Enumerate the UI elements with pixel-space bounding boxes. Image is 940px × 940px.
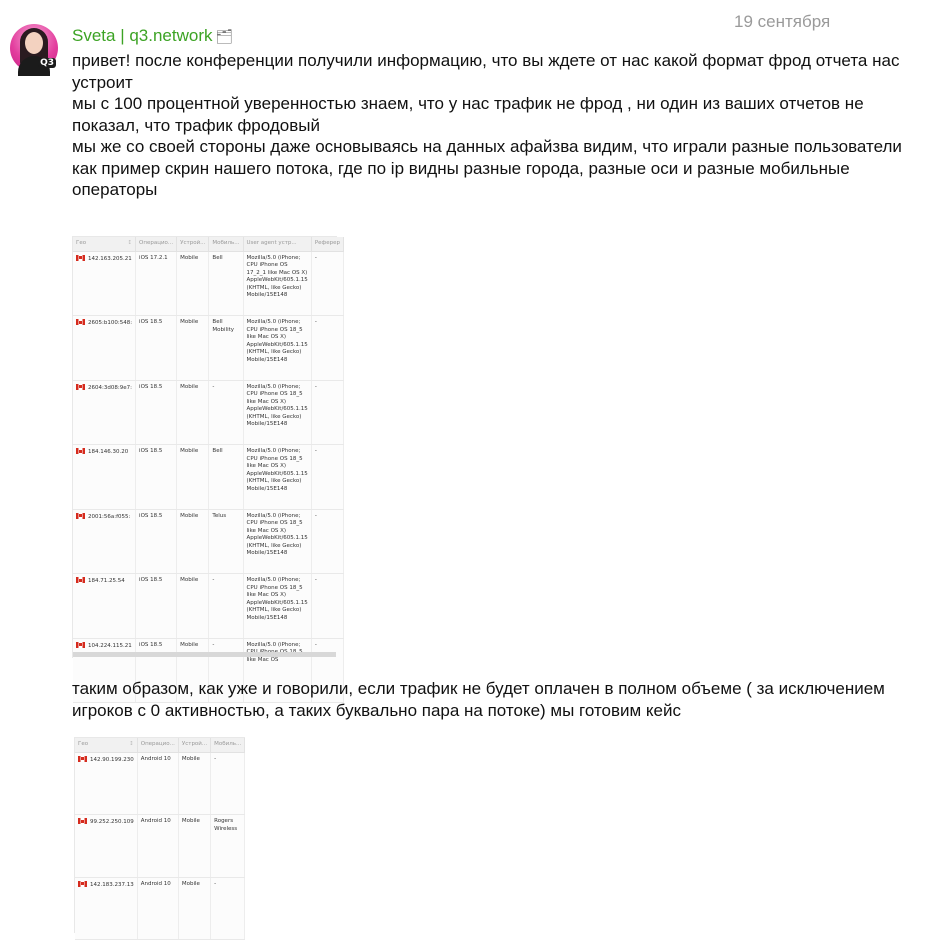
column-header-device[interactable]: Устрой...: [178, 738, 210, 752]
cell-os: [137, 752, 178, 815]
cell-referrer: [311, 445, 343, 510]
cell-carrier: [209, 574, 243, 639]
cell-os: [136, 251, 177, 316]
cell-os-text: iOS 17.2.1: [139, 254, 168, 261]
column-header-carrier[interactable]: Мобиль...: [209, 237, 243, 251]
cell-carrier-text: Bell: [212, 448, 223, 454]
cell-geo-ip: [73, 574, 136, 639]
cell-user-agent-text: Mozilla/5.0 (iPhone; like Mac OS: [246, 641, 301, 663]
cell-user-agent-text: Mozilla/5.0 (iPhone; CPU iPhone OS 18_5 like Mac OS X) AppleWebKit/605.1.15 (KHTML, like Gecko) Mobile/15E148: [246, 512, 308, 557]
cell-referrer-text: -: [314, 512, 317, 519]
traffic-table-android: [75, 738, 245, 940]
cell-user-agent: [243, 380, 311, 445]
cell-referrer-text: -: [314, 577, 317, 583]
cell-geo-ip-text: 2001:56a:f055:: [88, 513, 131, 520]
cell-geo-ip-text: 142.90.199.230: [90, 756, 134, 763]
cell-device-text: Mobile: [180, 577, 199, 583]
column-header-os[interactable]: Операцио...: [137, 738, 178, 752]
table-row[interactable]: [73, 316, 343, 381]
column-header-user-agent[interactable]: User agent устр...: [243, 237, 311, 251]
cell-os-text: iOS 18.5: [139, 512, 163, 519]
horizontal-scrollbar[interactable]: [73, 652, 336, 657]
cell-device-text: Mobile: [181, 755, 200, 762]
cell-referrer: [311, 574, 343, 639]
column-header-os[interactable]: Операцио...: [136, 237, 177, 251]
cell-geo-ip-text: 99.252.250.109: [90, 819, 134, 825]
column-header-carrier[interactable]: Мобиль...: [211, 738, 245, 752]
canada-flag-icon: [76, 384, 85, 390]
table-row[interactable]: [73, 251, 343, 316]
cell-device-text: Mobile: [181, 880, 200, 887]
id-card-icon: 🗂: [215, 27, 234, 44]
cell-user-agent: [243, 509, 311, 574]
cell-device-text: Mobile: [180, 641, 199, 648]
column-header-geo[interactable]: Гео ↕: [75, 738, 137, 752]
cell-carrier-text: Rogers Wireless: [214, 818, 238, 832]
table-row[interactable]: [75, 815, 245, 878]
cell-referrer-text: -: [314, 319, 317, 325]
cell-geo-ip: [73, 380, 136, 445]
column-header-device[interactable]: Устрой...: [177, 237, 209, 251]
cell-device-text: Mobile: [180, 383, 199, 390]
cell-device: [177, 251, 209, 316]
cell-device-text: Mobile: [180, 448, 199, 454]
canada-flag-icon: [76, 448, 85, 454]
column-header-referrer[interactable]: Реферер: [311, 237, 343, 251]
table-header-row: [75, 738, 245, 752]
cell-carrier: [209, 509, 243, 574]
cell-device: [178, 877, 210, 940]
cell-os-text: Android 10: [140, 755, 171, 762]
cell-os: [137, 877, 178, 940]
cell-referrer: [311, 509, 343, 574]
cell-referrer-text: -: [314, 448, 317, 454]
cell-device-text: Mobile: [181, 818, 200, 824]
cell-geo-ip-text: 184.71.25.54: [88, 578, 125, 584]
canada-flag-icon: [78, 881, 87, 887]
canada-flag-icon: [76, 642, 85, 648]
canada-flag-icon: [76, 513, 85, 519]
message-line: привет! после конференции получили информацию, что вы ждете от нас какой формат фрод отчета нас устроит: [72, 51, 900, 92]
canada-flag-icon: [76, 319, 85, 325]
cell-os-text: iOS 18.5: [139, 577, 163, 583]
cell-user-agent: [243, 316, 311, 381]
traffic-table-ios: [73, 237, 344, 703]
message-line: как пример скрин нашего потока, где по ip видны разные города, разные оси и разные мобильные операторы: [72, 158, 850, 199]
screenshot-traffic-table-android[interactable]: [74, 737, 245, 933]
table-row[interactable]: [73, 509, 343, 574]
cell-os: [137, 815, 178, 878]
cell-user-agent-text: Mozilla/5.0 (iPhone; CPU iPhone OS 18_5 like Mac OS X) AppleWebKit/605.1.15 (KHTML, like Gecko) Mobile/15E148: [246, 383, 308, 428]
sender-name-text[interactable]: Sveta | q3.network: [72, 26, 213, 45]
cell-referrer-text: -: [314, 254, 317, 261]
cell-user-agent: [243, 251, 311, 316]
cell-os: [136, 445, 177, 510]
cell-carrier: [209, 380, 243, 445]
cell-carrier: [209, 445, 243, 510]
cell-geo-ip-text: 184.146.30.20: [88, 449, 129, 455]
cell-referrer-text: -: [314, 641, 317, 648]
cell-carrier-text: -: [214, 880, 217, 887]
cell-geo-ip: [73, 445, 136, 510]
canada-flag-icon: [78, 818, 87, 824]
cell-device-text: Mobile: [180, 512, 199, 519]
message-date: 19 сентября: [734, 12, 831, 31]
cell-device: [177, 380, 209, 445]
canada-flag-icon: [78, 756, 87, 762]
cell-carrier-text: -: [212, 383, 215, 390]
cell-carrier-text: Telus: [212, 512, 227, 519]
cell-carrier: [209, 316, 243, 381]
cell-carrier: [209, 251, 243, 316]
cell-user-agent: [243, 574, 311, 639]
cell-carrier-text: Bell Mobility: [212, 319, 235, 333]
cell-geo-ip-text: 104.224.115.21: [88, 642, 132, 649]
column-header-geo[interactable]: Гео ↕: [73, 237, 136, 251]
cell-carrier: [211, 877, 245, 940]
avatar-face: [25, 32, 43, 54]
cell-os-text: Android 10: [140, 880, 171, 887]
cell-device: [177, 574, 209, 639]
cell-user-agent-text: Mozilla/5.0 (iPhone; CPU iPhone OS 18_5 like Mac OS X) AppleWebKit/605.1.15 (KHTML, like Gecko) Mobile/15E148: [246, 319, 308, 363]
cell-referrer-text: -: [314, 383, 317, 390]
cell-carrier-text: Bell: [212, 254, 223, 261]
cell-device: [178, 752, 210, 815]
cell-geo-ip: [73, 251, 136, 316]
cell-device: [178, 815, 210, 878]
table-row[interactable]: [75, 752, 245, 815]
cell-device: [177, 509, 209, 574]
cell-user-agent-text: Mozilla/5.0 (iPhone; CPU iPhone OS 17_2_1 like Mac OS X) AppleWebKit/605.1.15 (KHTML, like Gecko) Mobile/15E148: [246, 254, 308, 299]
cell-user-agent: [243, 445, 311, 510]
cell-os: [136, 380, 177, 445]
cell-geo-ip: [73, 316, 136, 381]
cell-os: [136, 574, 177, 639]
cell-geo-ip-text: 142.183.237.13: [90, 881, 134, 888]
cell-device: [177, 445, 209, 510]
cell-os-text: iOS 18.5: [139, 319, 163, 325]
cell-os-text: iOS 18.5: [139, 448, 163, 454]
message-line: мы с 100 процентной уверенностью знаем, что у нас трафик не фрод , ни один из ваших отчетов не показал, что трафик фродовый: [72, 94, 864, 135]
avatar-badge: Q3: [40, 58, 54, 68]
cell-device-text: Mobile: [180, 254, 199, 261]
cell-geo-ip: [75, 877, 137, 940]
cell-carrier: [211, 752, 245, 815]
cell-os: [136, 316, 177, 381]
cell-carrier-text: -: [214, 755, 217, 762]
sender-avatar[interactable]: [10, 24, 58, 72]
cell-os-text: Android 10: [140, 818, 171, 824]
cell-carrier-text: -: [212, 577, 215, 583]
cell-carrier-text: -: [212, 641, 215, 648]
table-row[interactable]: [73, 445, 343, 510]
sort-icon: ↕: [129, 740, 134, 747]
cell-user-agent-text: Mozilla/5.0 (iPhone; CPU iPhone OS 18_5 like Mac OS X) AppleWebKit/605.1.15 (KHTML, like Gecko) Mobile/15E148: [246, 448, 308, 492]
canada-flag-icon: [76, 255, 85, 261]
screenshot-traffic-table-ios[interactable]: [72, 236, 340, 663]
cell-referrer: [311, 251, 343, 316]
sort-icon: ↕: [127, 239, 133, 246]
canada-flag-icon: [76, 577, 85, 583]
cell-os: [136, 509, 177, 574]
message-text-2: таким образом, как уже и говорили, если трафик не будет оплачен в полном объеме ( за исключением игроков с 0 активностью, а таких буквально пара на потоке) мы готовим кейс: [72, 679, 885, 720]
table-row[interactable]: [73, 380, 343, 445]
cell-geo-ip: [75, 752, 137, 815]
cell-device: [177, 316, 209, 381]
cell-carrier: [211, 815, 245, 878]
cell-os-text: iOS 18.5: [139, 641, 163, 648]
cell-geo-ip-text: 2604:3d08:9e7:: [88, 384, 132, 391]
cell-geo-ip: [73, 509, 136, 574]
cell-geo-ip-text: 142.163.205.21: [88, 255, 132, 262]
cell-device-text: Mobile: [180, 319, 199, 325]
cell-geo-ip-text: 2605:b100:548:: [88, 320, 133, 326]
message-text-1: [72, 50, 932, 201]
table-row[interactable]: [73, 574, 343, 639]
cell-referrer: [311, 316, 343, 381]
cell-user-agent-text: Mozilla/5.0 (iPhone; CPU iPhone OS 18_5 like Mac OS X) AppleWebKit/605.1.15 (KHTML, like Gecko) Mobile/15E148: [246, 577, 308, 621]
cell-referrer: [311, 380, 343, 445]
sender-name[interactable]: [72, 26, 233, 46]
cell-geo-ip: [75, 815, 137, 878]
table-row[interactable]: [75, 877, 245, 940]
cell-os-text: iOS 18.5: [139, 383, 163, 390]
message-line: мы же со своей стороны даже основываясь на данных афайзва видим, что играли разные пользователи: [72, 137, 902, 156]
table-header-row: [73, 237, 343, 251]
